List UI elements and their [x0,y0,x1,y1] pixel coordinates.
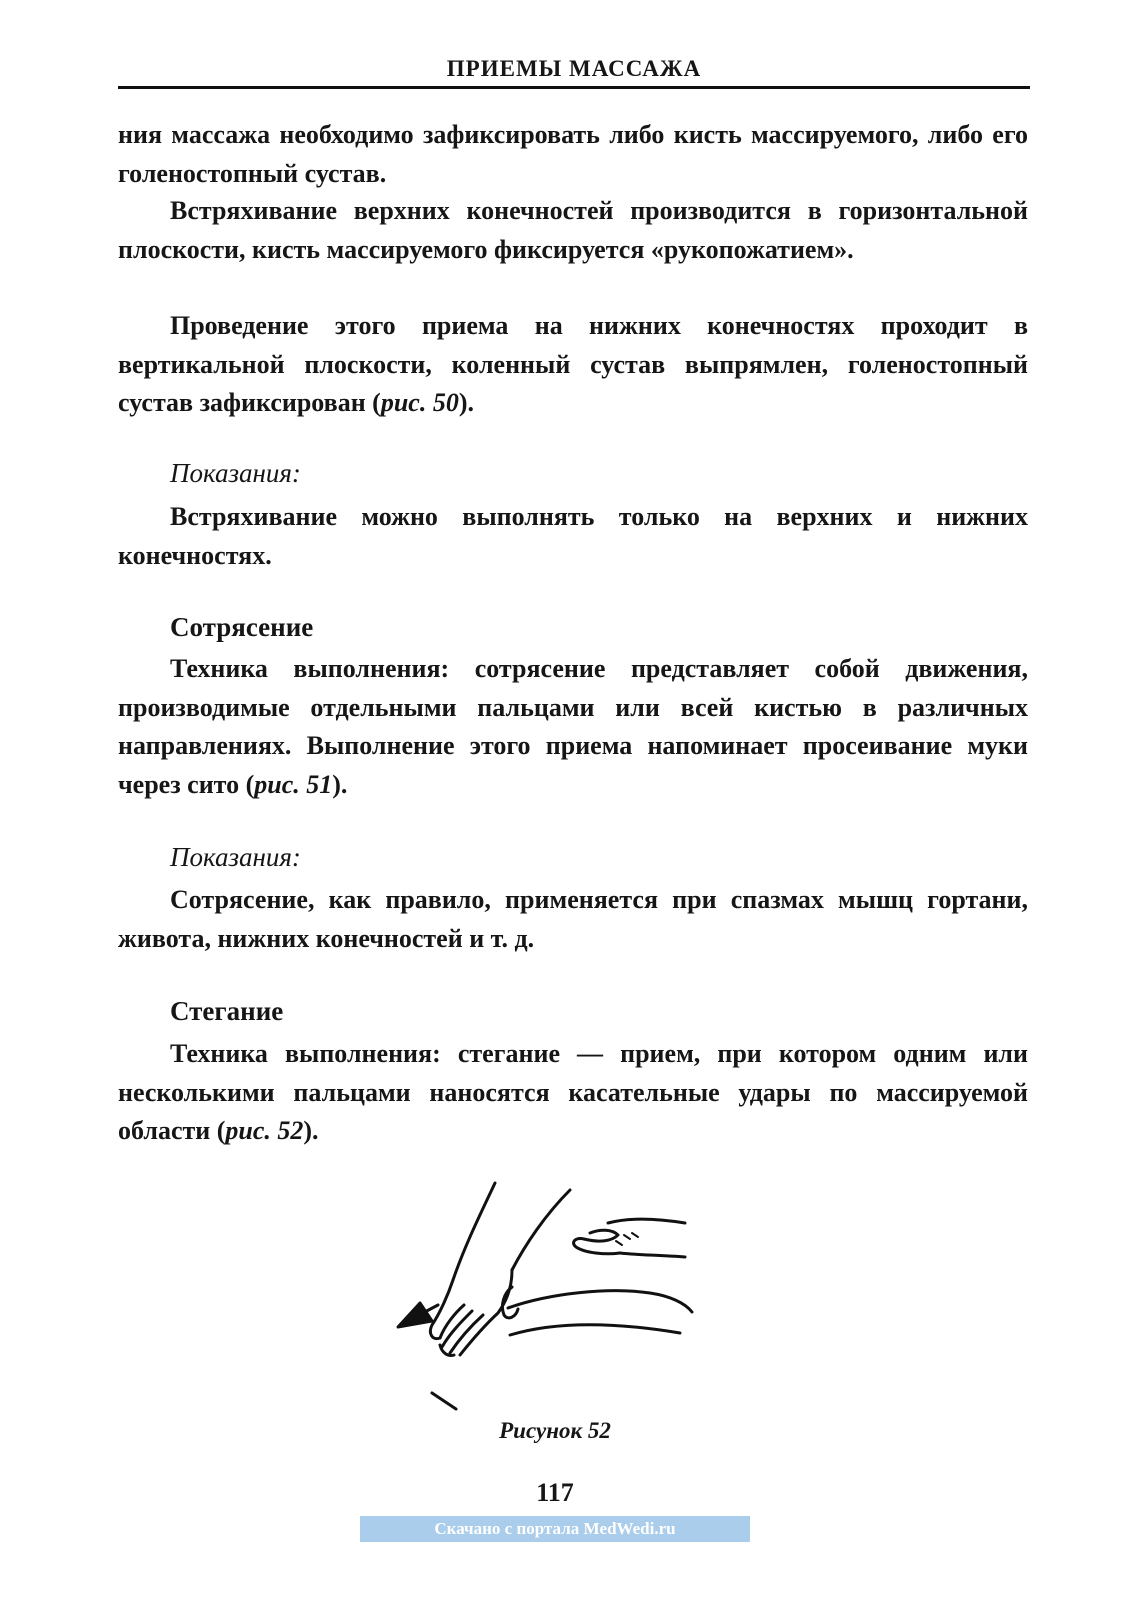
limb-lower-contour [510,1325,680,1335]
paragraph-lower-limbs-end: ). [458,388,475,417]
arm-left-contour [453,1183,495,1280]
paragraph-lower-limbs [118,307,1028,423]
header-rule [118,86,1030,89]
hand-outline-left [430,1280,453,1339]
arrow-head-icon [398,1303,432,1327]
section-text-whipping-end: ). [303,1116,319,1145]
figure-caption: Рисунок 52 [499,1418,611,1443]
paragraph-upper-limbs: Встряхивание верхних конечностей производится в горизонтальной плоскости, кисть массируемого фиксируется «рукопожатием». [118,196,1028,264]
arm-right-contour [512,1190,570,1270]
figure-reference-50: рис. 50 [380,388,459,417]
section-heading-whipping: Стегание [170,996,284,1026]
figure-reference-52: рис. 52 [225,1116,304,1145]
limb-upper-contour [508,1291,692,1312]
section-text-shaking [118,650,1028,804]
indications-heading-1: Показания: [170,458,301,488]
indications-text-2: Сотрясение, как правило, применяется при спазмах мышц гортани, живота, нижних конечностей и т. д. [118,885,1028,953]
section-text-whipping-body: Техника выполнения: стегание — прием, при котором одним или несколькими пальцами наносятся касательные удары по массируемой области ( [118,1039,1028,1145]
page-number: 117 [536,1478,574,1507]
running-title: ПРИЕМЫ МАССАЖА [446,56,702,81]
download-watermark: Скачано с портала MedWedi.ru [360,1516,750,1542]
indications-text-1: Встряхивание можно выполнять только на верхних и нижних конечностях. [118,502,1028,570]
figure-52-illustration [380,1175,710,1425]
section-text-shaking-body: Техника выполнения: сотрясение представляет собой движения, производимые отдельными пальцами или всей кистью в различных направлениях. Выполнение этого приема напоминает просеивание муки через сито ( [118,654,1028,799]
section-text-shaking-end: ). [332,769,348,799]
indications-heading-2: Показания: [170,842,301,872]
figure-reference-51: рис. 51 [254,769,333,799]
second-hand-outline [574,1230,620,1254]
paragraph-lower-limbs-text: Проведение этого приема на нижних конечностях проходит в вертикальной плоскости, коленный сустав выпрямлен, голеностопный сустав зафиксирован ( [118,311,1028,417]
section-text-whipping [118,1035,1028,1151]
second-arm-bottom [620,1253,685,1257]
section-heading-shaking: Сотрясение [170,612,314,642]
paragraph-continuation: ния массажа необходимо зафиксировать либо кисть массируемого, либо его голеностопный сустав. [118,120,1028,188]
figure-mark [432,1393,456,1409]
second-arm-top [608,1219,685,1223]
